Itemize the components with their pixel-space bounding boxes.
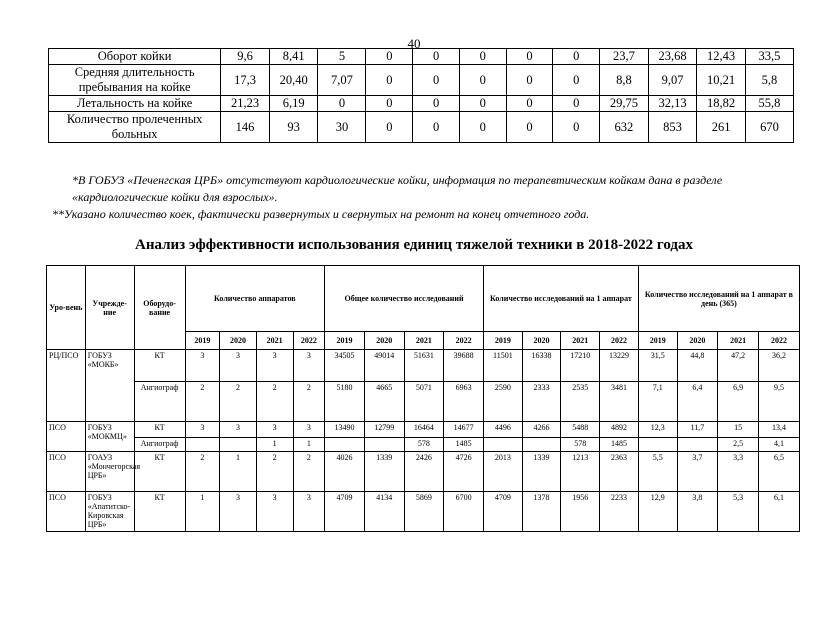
per-unit-cell: 1378 bbox=[522, 492, 561, 532]
value-cell: 261 bbox=[697, 112, 746, 143]
level-cell: РЦ/ПСО bbox=[47, 350, 86, 422]
total-cell: 1339 bbox=[364, 452, 404, 492]
equipment-row bbox=[47, 382, 800, 422]
total-cell: 16464 bbox=[404, 422, 444, 438]
value-cell: 0 bbox=[366, 96, 413, 112]
value-cell: 0 bbox=[413, 65, 460, 96]
year-header: 2020 bbox=[522, 332, 561, 350]
total-cell: 1485 bbox=[444, 438, 484, 452]
per-day-cell: 5,3 bbox=[718, 492, 759, 532]
value-cell: 0 bbox=[366, 65, 413, 96]
per-day-cell: 13,4 bbox=[759, 422, 800, 438]
total-cell: 34505 bbox=[325, 350, 365, 382]
header-equipment: Оборудо-вание bbox=[134, 266, 185, 350]
per-day-cell: 11,7 bbox=[677, 422, 718, 438]
equipment-table bbox=[46, 265, 800, 532]
value-cell: 7,07 bbox=[318, 65, 366, 96]
value-cell: 0 bbox=[506, 96, 553, 112]
per-unit-cell: 11501 bbox=[484, 350, 523, 382]
per-unit-cell bbox=[484, 438, 523, 452]
value-cell: 0 bbox=[506, 49, 553, 65]
per-day-cell: 44,8 bbox=[677, 350, 718, 382]
per-unit-cell: 1485 bbox=[600, 438, 639, 452]
per-unit-cell: 4496 bbox=[484, 422, 523, 438]
per-unit-cell: 2333 bbox=[522, 382, 561, 422]
equipment-cell: КТ bbox=[134, 452, 185, 492]
per-day-cell bbox=[638, 438, 677, 452]
per-unit-cell: 1956 bbox=[561, 492, 600, 532]
value-cell: 0 bbox=[553, 65, 600, 96]
year-header: 2022 bbox=[293, 332, 325, 350]
units-cell: 3 bbox=[185, 350, 220, 382]
units-cell bbox=[185, 438, 220, 452]
value-cell: 12,43 bbox=[697, 49, 746, 65]
units-cell: 3 bbox=[185, 422, 220, 438]
value-cell: 0 bbox=[366, 49, 413, 65]
units-cell: 1 bbox=[256, 438, 293, 452]
value-cell: 8,8 bbox=[600, 65, 649, 96]
units-cell: 2 bbox=[293, 382, 325, 422]
per-unit-cell: 4709 bbox=[484, 492, 523, 532]
per-unit-cell: 13229 bbox=[600, 350, 639, 382]
value-cell: 32,13 bbox=[648, 96, 697, 112]
per-unit-cell: 2233 bbox=[600, 492, 639, 532]
per-unit-cell: 578 bbox=[561, 438, 600, 452]
year-header: 2022 bbox=[759, 332, 800, 350]
bed-stats-row bbox=[49, 96, 794, 112]
value-cell: 9,6 bbox=[221, 49, 270, 65]
per-unit-cell: 4266 bbox=[522, 422, 561, 438]
total-cell: 5869 bbox=[404, 492, 444, 532]
per-day-cell: 7,1 bbox=[638, 382, 677, 422]
value-cell: 0 bbox=[459, 49, 506, 65]
units-cell: 2 bbox=[293, 452, 325, 492]
units-cell: 1 bbox=[185, 492, 220, 532]
units-cell: 2 bbox=[256, 382, 293, 422]
per-unit-cell: 3481 bbox=[600, 382, 639, 422]
value-cell: 670 bbox=[745, 112, 793, 143]
equipment-row bbox=[47, 438, 800, 452]
per-day-cell: 9,5 bbox=[759, 382, 800, 422]
value-cell: 0 bbox=[553, 49, 600, 65]
year-header: 2022 bbox=[444, 332, 484, 350]
year-header: 2019 bbox=[484, 332, 523, 350]
per-day-cell: 6,5 bbox=[759, 452, 800, 492]
per-day-cell: 31,5 bbox=[638, 350, 677, 382]
per-day-cell: 47,2 bbox=[718, 350, 759, 382]
units-cell: 3 bbox=[293, 492, 325, 532]
units-cell: 3 bbox=[220, 422, 257, 438]
value-cell: 93 bbox=[269, 112, 318, 143]
value-cell: 0 bbox=[318, 96, 366, 112]
total-cell: 51631 bbox=[404, 350, 444, 382]
total-cell: 5180 bbox=[325, 382, 365, 422]
value-cell: 146 bbox=[221, 112, 270, 143]
per-unit-cell: 2363 bbox=[600, 452, 639, 492]
per-day-cell: 15 bbox=[718, 422, 759, 438]
total-cell: 4726 bbox=[444, 452, 484, 492]
bed-stats-row bbox=[49, 112, 794, 143]
equipment-cell: Ангиограф bbox=[134, 382, 185, 422]
total-cell: 49014 bbox=[364, 350, 404, 382]
value-cell: 0 bbox=[459, 65, 506, 96]
value-cell: 55,8 bbox=[745, 96, 793, 112]
per-unit-cell: 16338 bbox=[522, 350, 561, 382]
value-cell: 0 bbox=[413, 112, 460, 143]
value-cell: 0 bbox=[366, 112, 413, 143]
footnote-1: *В ГОБУЗ «Печенгская ЦРБ» отсутствуют кардиологические койки, информация по терапевтическим койкам дана в разделе «кардиологические койки для взрослых». bbox=[72, 173, 723, 204]
per-unit-cell: 17210 bbox=[561, 350, 600, 382]
value-cell: 6,19 bbox=[269, 96, 318, 112]
total-cell: 4134 bbox=[364, 492, 404, 532]
equipment-cell: КТ bbox=[134, 350, 185, 382]
per-day-cell: 36,2 bbox=[759, 350, 800, 382]
per-day-cell: 3,7 bbox=[677, 452, 718, 492]
total-cell: 5071 bbox=[404, 382, 444, 422]
level-cell: ПСО bbox=[47, 452, 86, 492]
value-cell: 10,21 bbox=[697, 65, 746, 96]
value-cell: 8,41 bbox=[269, 49, 318, 65]
per-day-cell: 4,1 bbox=[759, 438, 800, 452]
total-cell: 2426 bbox=[404, 452, 444, 492]
total-cell: 4665 bbox=[364, 382, 404, 422]
total-cell: 4026 bbox=[325, 452, 365, 492]
value-cell: 33,5 bbox=[745, 49, 793, 65]
bed-stats-table bbox=[48, 48, 794, 143]
total-cell: 39688 bbox=[444, 350, 484, 382]
total-cell: 14677 bbox=[444, 422, 484, 438]
per-day-cell: 5,5 bbox=[638, 452, 677, 492]
value-cell: 0 bbox=[506, 65, 553, 96]
value-cell: 29,75 bbox=[600, 96, 649, 112]
year-header: 2021 bbox=[718, 332, 759, 350]
per-day-cell: 12,9 bbox=[638, 492, 677, 532]
bed-stats-row bbox=[49, 49, 794, 65]
units-cell: 1 bbox=[220, 452, 257, 492]
equipment-row bbox=[47, 422, 800, 438]
units-cell: 3 bbox=[220, 350, 257, 382]
per-unit-cell: 4892 bbox=[600, 422, 639, 438]
value-cell: 632 bbox=[600, 112, 649, 143]
value-cell: 0 bbox=[459, 112, 506, 143]
header-total: Общее количество исследований bbox=[325, 266, 484, 332]
footnote-2: **Указано количество коек, фактически развернутых и свернутых на ремонт на конец отчетного года. bbox=[52, 207, 590, 221]
total-cell: 4709 bbox=[325, 492, 365, 532]
units-cell: 3 bbox=[220, 492, 257, 532]
value-cell: 21,23 bbox=[221, 96, 270, 112]
row-label: Летальность на койке bbox=[49, 96, 221, 112]
year-header: 2021 bbox=[561, 332, 600, 350]
per-unit-cell: 2535 bbox=[561, 382, 600, 422]
units-cell: 3 bbox=[293, 350, 325, 382]
value-cell: 9,07 bbox=[648, 65, 697, 96]
value-cell: 23,68 bbox=[648, 49, 697, 65]
equipment-cell: Ангиограф bbox=[134, 438, 185, 452]
value-cell: 30 bbox=[318, 112, 366, 143]
equipment-row bbox=[47, 350, 800, 382]
units-cell: 2 bbox=[256, 452, 293, 492]
row-label: Средняя длительность пребывания на койке bbox=[49, 65, 221, 96]
equipment-cell: КТ bbox=[134, 492, 185, 532]
equipment-row bbox=[47, 492, 800, 532]
value-cell: 853 bbox=[648, 112, 697, 143]
value-cell: 0 bbox=[506, 112, 553, 143]
total-cell bbox=[364, 438, 404, 452]
header-institution: Учрежде-ние bbox=[85, 266, 134, 350]
units-cell: 1 bbox=[293, 438, 325, 452]
per-day-cell: 3,3 bbox=[718, 452, 759, 492]
value-cell: 20,40 bbox=[269, 65, 318, 96]
per-unit-cell: 2013 bbox=[484, 452, 523, 492]
units-cell: 2 bbox=[185, 382, 220, 422]
units-cell: 2 bbox=[185, 452, 220, 492]
units-cell: 3 bbox=[256, 422, 293, 438]
institution-cell: ГОБУЗ «МОКМЦ» bbox=[85, 422, 134, 452]
value-cell: 17,3 bbox=[221, 65, 270, 96]
per-day-cell: 12,3 bbox=[638, 422, 677, 438]
units-cell bbox=[220, 438, 257, 452]
total-cell: 6963 bbox=[444, 382, 484, 422]
value-cell: 23,7 bbox=[600, 49, 649, 65]
total-cell: 6700 bbox=[444, 492, 484, 532]
bed-stats-row bbox=[49, 65, 794, 96]
value-cell: 0 bbox=[553, 112, 600, 143]
institution-cell: ГОБУЗ «МОКБ» bbox=[85, 350, 134, 422]
level-cell: ПСО bbox=[47, 422, 86, 452]
analysis-title: Анализ эффективности использования единиц тяжелой техники в 2018-2022 годах bbox=[134, 237, 693, 253]
value-cell: 0 bbox=[553, 96, 600, 112]
year-header: 2019 bbox=[638, 332, 677, 350]
per-unit-cell: 1339 bbox=[522, 452, 561, 492]
row-label: Оборот койки bbox=[49, 49, 221, 65]
year-header: 2020 bbox=[220, 332, 257, 350]
units-cell: 3 bbox=[256, 492, 293, 532]
value-cell: 5 bbox=[318, 49, 366, 65]
per-unit-cell: 5488 bbox=[561, 422, 600, 438]
value-cell: 0 bbox=[413, 96, 460, 112]
value-cell: 18,82 bbox=[697, 96, 746, 112]
value-cell: 5,8 bbox=[745, 65, 793, 96]
header-units: Количество аппаратов bbox=[185, 266, 325, 332]
header-per-unit: Количество исследований на 1 аппарат bbox=[484, 266, 639, 332]
value-cell: 0 bbox=[459, 96, 506, 112]
header-per-day: Количество исследований на 1 аппарат в день (365) bbox=[638, 266, 799, 332]
year-header: 2019 bbox=[325, 332, 365, 350]
per-unit-cell: 2590 bbox=[484, 382, 523, 422]
units-cell: 3 bbox=[293, 422, 325, 438]
year-header: 2022 bbox=[600, 332, 639, 350]
page-number: 40 bbox=[407, 36, 421, 51]
per-day-cell: 6,4 bbox=[677, 382, 718, 422]
per-day-cell: 6,1 bbox=[759, 492, 800, 532]
total-cell: 12799 bbox=[364, 422, 404, 438]
per-day-cell: 3,8 bbox=[677, 492, 718, 532]
units-cell: 2 bbox=[220, 382, 257, 422]
row-label: Количество пролеченных больных bbox=[49, 112, 221, 143]
per-day-cell bbox=[677, 438, 718, 452]
institution-cell: ГОАУЗ «Мончегорская ЦРБ» bbox=[85, 452, 134, 492]
per-day-cell: 6,9 bbox=[718, 382, 759, 422]
total-cell bbox=[325, 438, 365, 452]
year-header: 2019 bbox=[185, 332, 220, 350]
per-day-cell: 2,5 bbox=[718, 438, 759, 452]
per-unit-cell bbox=[522, 438, 561, 452]
year-header: 2021 bbox=[256, 332, 293, 350]
units-cell: 3 bbox=[256, 350, 293, 382]
total-cell: 578 bbox=[404, 438, 444, 452]
total-cell: 13490 bbox=[325, 422, 365, 438]
equipment-row bbox=[47, 452, 800, 492]
equipment-cell: КТ bbox=[134, 422, 185, 438]
per-unit-cell: 1213 bbox=[561, 452, 600, 492]
institution-cell: ГОБУЗ «Апатитско-Кировская ЦРБ» bbox=[85, 492, 134, 532]
year-header: 2021 bbox=[404, 332, 444, 350]
level-cell: ПСО bbox=[47, 492, 86, 532]
year-header: 2020 bbox=[677, 332, 718, 350]
header-level: Уро-вень bbox=[47, 266, 86, 350]
value-cell: 0 bbox=[413, 49, 460, 65]
year-header: 2020 bbox=[364, 332, 404, 350]
